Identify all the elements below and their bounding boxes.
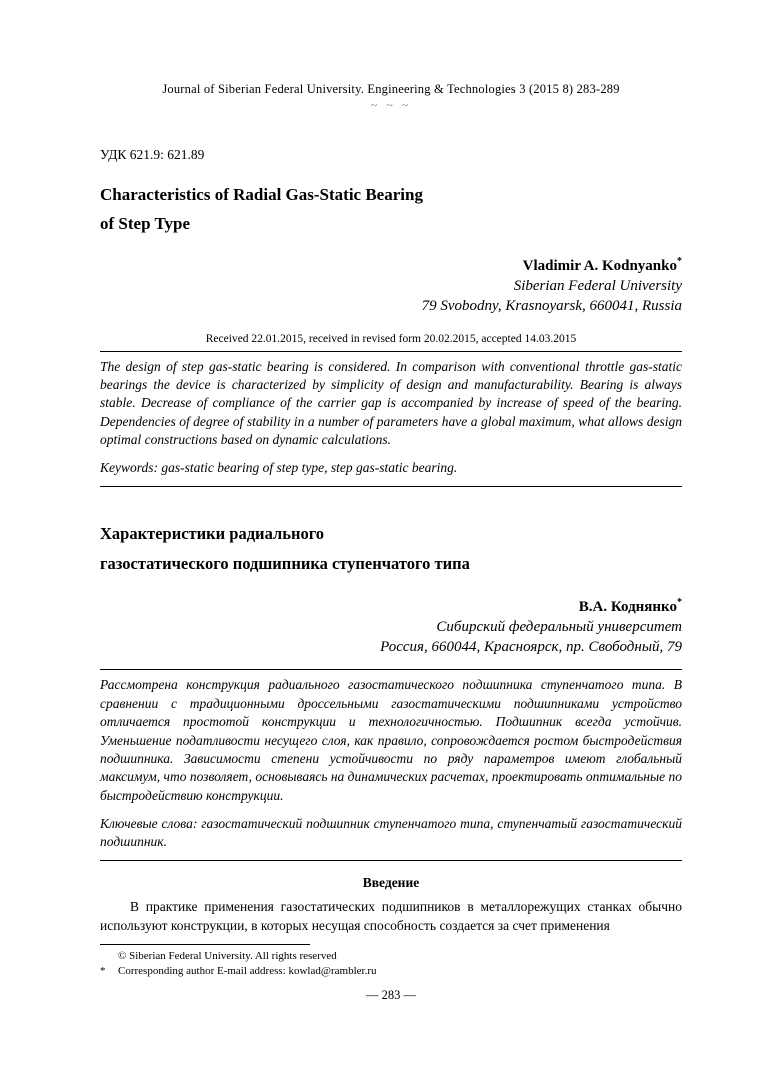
page-number: — 283 — bbox=[366, 988, 416, 1002]
english-author-block bbox=[100, 255, 682, 317]
english-keywords: Keywords: gas-static bearing of step type, step gas-static bearing. bbox=[100, 460, 458, 476]
english-title-line2: of Step Type bbox=[100, 213, 191, 233]
russian-keywords: Ключевые слова: газостатический подшипник ступенчатого типа, ступенчатый газостатический подшипник. bbox=[100, 815, 682, 850]
divider-rule-bottom-ru bbox=[100, 860, 682, 861]
divider-rule-bottom-en bbox=[100, 486, 682, 487]
russian-title-line1: Характеристики радиального bbox=[100, 523, 325, 543]
journal-header: Journal of Siberian Federal University. Engineering & Technologies 3 (2015 8) 283-289 bbox=[162, 82, 620, 96]
russian-author-text: В.А. Коднянко bbox=[578, 598, 677, 615]
english-title-line1: Characteristics of Radial Gas-Static Bearing bbox=[100, 185, 423, 204]
divider-rule-top-ru bbox=[100, 669, 682, 670]
russian-title bbox=[100, 519, 682, 580]
corresponding-author-mark: * bbox=[100, 964, 106, 977]
english-address: 79 Svobodny, Krasnoyarsk, 660041, Russia bbox=[421, 298, 682, 315]
udc-code: УДК 621.9: 621.89 bbox=[100, 147, 205, 162]
russian-address: Россия, 660044, Красноярск, пр. Свободный, 79 bbox=[380, 639, 682, 656]
english-author-mark: * bbox=[677, 255, 682, 267]
russian-author-block bbox=[100, 596, 682, 658]
russian-abstract: Рассмотрена конструкция радиального газостатического подшипника ступенчатого типа. В сравнении с традиционными дроссельными газостатическими подшипниками устройство отличается простотой конструкции и технологичностью. Подшипник всегда устойчив. Уменьшение податливости несущего слоя, как правило, сопровождается ростом быстродействия подшипника. Зависимости степени устойчивости по ряду параметров имеют глобальный максимум, что позволяет, основываясь на динамических расчетах, проектировать оптимальные по быстродействию конструкции. bbox=[100, 677, 682, 803]
corresponding-author-line bbox=[100, 964, 682, 979]
footnote-rule bbox=[100, 944, 310, 945]
tilde-divider: ~ ~ ~ bbox=[370, 98, 412, 112]
english-title bbox=[100, 181, 682, 239]
footnotes-block bbox=[100, 944, 682, 979]
russian-author-name bbox=[100, 596, 682, 617]
english-abstract: The design of step gas-static bearing is considered. In comparison with conventional throttle gas-static bearings the device is characterized by simplicity of design and manufacturability. Bearing is always stable. Decrease of compliance of the carrier gap is accompanied by increase of speed of the bearing. Dependencies of degree of stability in a number of parameters have a global maximum, what allows design optimal constructions based on dynamic calculations. bbox=[100, 358, 682, 447]
corresponding-author-text: Corresponding author E-mail address: kowlad@rambler.ru bbox=[118, 964, 377, 977]
introduction-paragraph: В практике применения газостатических подшипников в металлорежущих станках обычно используют конструкции, в которых несущая способность создается за счет применения bbox=[100, 898, 682, 934]
english-author-name bbox=[100, 255, 682, 276]
russian-title-line2: газостатического подшипника ступенчатого типа bbox=[100, 554, 470, 574]
russian-affiliation: Сибирский федеральный университет bbox=[436, 618, 682, 635]
copyright-line: © Siberian Federal University. All rights reserved bbox=[118, 950, 337, 962]
english-author-text: Vladimir A. Kodnyanko bbox=[522, 257, 677, 274]
english-affiliation: Siberian Federal University bbox=[513, 278, 682, 295]
divider-rule-top-en bbox=[100, 351, 682, 352]
received-dates: Received 22.01.2015, received in revised form 20.02.2015, accepted 14.03.2015 bbox=[205, 332, 577, 345]
russian-author-mark: * bbox=[677, 596, 682, 608]
section-heading-introduction: Введение bbox=[362, 874, 420, 890]
